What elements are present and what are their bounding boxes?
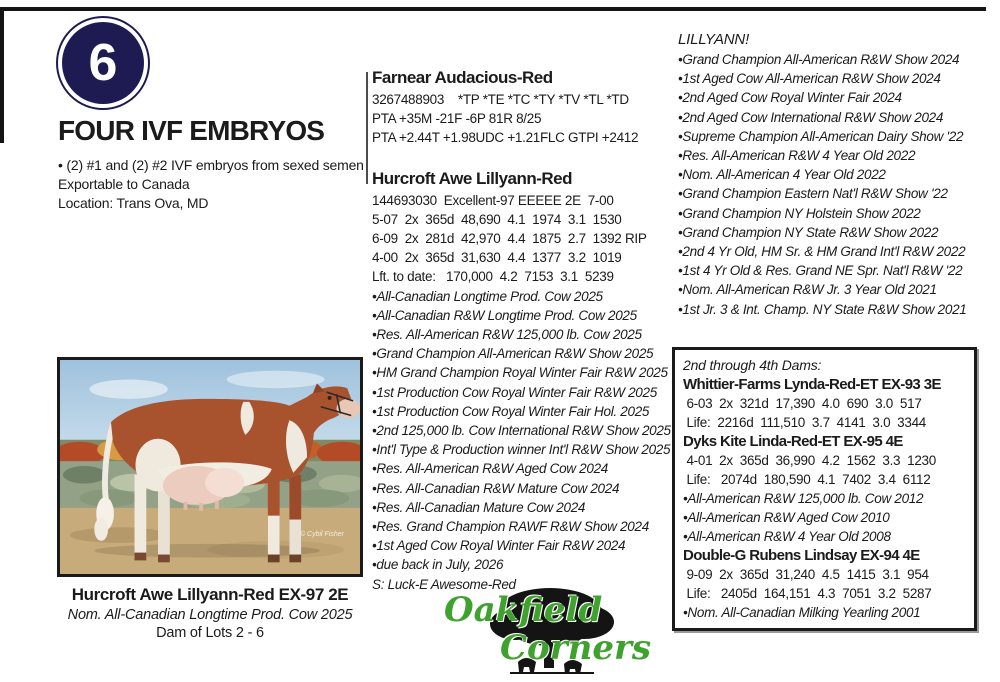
highlight-line: •1st Aged Cow All-American R&W Show 2024	[678, 71, 941, 87]
dam-award-line: •HM Grand Champion Royal Winter Fair R&W 2025	[372, 365, 668, 381]
sire-section-rule	[366, 72, 368, 184]
highlight-line: •1st 4 Yr Old & Res. Grand NE Spr. Nat'l R&W '22	[678, 263, 963, 279]
dam-production-line: 5-07 2x 365d 48,690 4.1 1974 3.1 1530	[372, 211, 622, 227]
caption-dam-of-lots: Dam of Lots 2 - 6	[156, 625, 264, 641]
dam-production-records	[372, 210, 672, 287]
dams-box-line: 4-01 2x 365d 36,990 4.2 1562 3.3 1230	[683, 453, 936, 468]
dam-award-line: •Res. Grand Champion RAWF R&W Show 2024	[372, 519, 649, 535]
dams-box-lines	[683, 375, 966, 622]
lot-note-line: Exportable to Canada	[58, 176, 190, 192]
dam-sire-line: S: Luck-E Awesome-Red	[372, 576, 516, 592]
page-top-border	[0, 7, 986, 11]
dam-award-line: •All-Canadian R&W Longtime Prod. Cow 2025	[372, 307, 637, 323]
logo-word-oakfield: Oakfield	[444, 590, 603, 630]
dam-award-line: •Res. All-American R&W Aged Cow 2024	[372, 461, 609, 477]
highlights-column	[678, 30, 983, 319]
dam-award-line: •Int'l Type & Production winner Int'l R&W Show 2025	[372, 442, 671, 458]
lot-note-line: Location: Trans Ova, MD	[58, 195, 209, 211]
highlight-line: •Grand Champion NY State R&W Show 2022	[678, 224, 939, 240]
photo-caption	[57, 585, 363, 641]
page-left-border	[0, 7, 4, 143]
lot-number-circle	[62, 22, 144, 104]
dams-box-line: 9-09 2x 365d 31,240 4.5 1415 3.1 954	[683, 567, 929, 582]
highlight-line: •2nd Aged Cow Royal Winter Fair 2024	[678, 90, 902, 106]
dams-box-line: Double-G Rubens Lindsay EX-94 4E	[683, 547, 920, 564]
oakfield-corners-logo	[438, 582, 676, 680]
highlight-line: •Grand Champion Eastern Nat'l R&W Show '22	[678, 186, 948, 202]
sire-detail-line: 3267488903 *TP *TE *TC *TY *TV *TL *TD	[372, 92, 629, 107]
highlight-line: •Nom. All-American R&W Jr. 3 Year Old 2021	[678, 282, 937, 298]
dam-award-line: •Res. All-Canadian R&W Mature Cow 2024	[372, 480, 620, 496]
highlight-line: •1st Jr. 3 & Int. Champ. NY State R&W Show 2021	[678, 301, 967, 317]
highlight-line: •Nom. All-American 4 Year Old 2022	[678, 167, 886, 183]
highlights-title: LILLYANN!	[678, 31, 750, 48]
highlight-line: •Res. All-American R&W 4 Year Old 2022	[678, 148, 916, 164]
dams-box-line: Dyks Kite Linda-Red-ET EX-95 4E	[683, 433, 903, 450]
dam-award-line: •2nd 125,000 lb. Cow International R&W Show 2025	[372, 423, 671, 439]
dam-award-list	[372, 287, 672, 575]
dam-award-line: •1st Aged Cow Royal Winter Fair R&W 2024	[372, 538, 626, 554]
highlight-line: •2nd Aged Cow International R&W Show 2024	[678, 109, 944, 125]
dam-award-line: •All-Canadian Longtime Prod. Cow 2025	[372, 288, 603, 304]
cow-photo	[57, 357, 363, 577]
caption-cow-name: Hurcroft Awe Lillyann-Red EX-97 2E	[71, 585, 349, 604]
cow-photo-illustration	[60, 360, 360, 574]
lot-title: FOUR IVF EMBRYOS	[58, 115, 325, 146]
dam-id-line: 144693030 Excellent-97 EEEEE 2E 7-00	[372, 192, 614, 208]
dam-award-line: •Res. All-American R&W 125,000 lb. Cow 2025	[372, 327, 642, 343]
sire-detail-line: PTA +35M -21F -6P 81R 8/25	[372, 111, 542, 127]
sire-detail-line: PTA +2.44T +1.98UDC +1.21FLC GTPI +2412	[372, 130, 639, 146]
dams-box-line: Life: 2074d 180,590 4.1 7402 3.4 6112	[683, 472, 931, 487]
dam-award-line: •Grand Champion All-American R&W Show 2025	[372, 346, 654, 362]
highlight-line: •Grand Champion NY Holstein Show 2022	[678, 205, 921, 221]
dam-production-line: 6-09 2x 281d 42,970 4.4 1875 2.7 1392 RIP	[372, 231, 647, 247]
dams-box-line: •All-American R&W Aged Cow 2010	[683, 510, 890, 525]
highlights-list	[678, 50, 983, 319]
sire-detail-lines	[372, 90, 672, 148]
highlight-line: •Supreme Champion All-American Dairy Show '22	[678, 128, 964, 144]
dams-box-title: 2nd through 4th Dams:	[683, 357, 822, 373]
highlight-line: •Grand Champion All-American R&W Show 2024	[678, 52, 960, 67]
dams-box-line: •All-American R&W 4 Year Old 2008	[683, 529, 891, 544]
dam-production-line: Lft. to date: 170,000 4.2 7153 3.1 5239	[372, 269, 614, 285]
dams-box-line: 6-03 2x 321d 17,390 4.0 690 3.0 517	[683, 396, 922, 411]
lot-notes	[58, 156, 364, 213]
dam-name: Hurcroft Awe Lillyann-Red	[372, 168, 573, 188]
dams-box-line: Life: 2405d 164,151 4.3 7051 3.2 5287	[683, 586, 932, 601]
pedigree-column	[372, 68, 672, 594]
dam-award-line: •due back in July, 2026	[372, 557, 504, 573]
photo-credit: © Cybil Fisher	[299, 531, 344, 538]
lot-note-line: • (2) #1 and (2) #2 IVF embryos from sexed semen	[58, 157, 364, 173]
dam-award-line: •1st Production Cow Royal Winter Fair Hol. 2025	[372, 403, 650, 419]
dams-box-line: •All-American R&W 125,000 lb. Cow 2012	[683, 491, 924, 506]
highlight-line: •2nd 4 Yr Old, HM Sr. & HM Grand Int'l R&W 2022	[678, 244, 966, 260]
logo-word-corners: Corners	[500, 628, 652, 668]
lot-number: 6	[88, 34, 118, 92]
dams-box	[672, 347, 977, 631]
dam-award-line: •1st Production Cow Royal Winter Fair R&W 2025	[372, 384, 657, 400]
caption-cow-award: Nom. All-Canadian Longtime Prod. Cow 2025	[67, 607, 353, 623]
sire-name: Farnear Audacious-Red	[372, 68, 553, 87]
lot-number-badge	[56, 16, 150, 110]
dams-box-line: Whittier-Farms Lynda-Red-ET EX-93 3E	[683, 376, 941, 393]
dams-box-line: Life: 2216d 111,510 3.7 4141 3.0 3344	[683, 415, 927, 430]
dam-production-line: 4-00 2x 365d 31,630 4.4 1377 3.2 1019	[372, 250, 622, 266]
dams-box-line: •Nom. All-Canadian Milking Yearling 2001	[683, 605, 921, 620]
dam-award-line: •Res. All-Canadian Mature Cow 2024	[372, 499, 586, 515]
